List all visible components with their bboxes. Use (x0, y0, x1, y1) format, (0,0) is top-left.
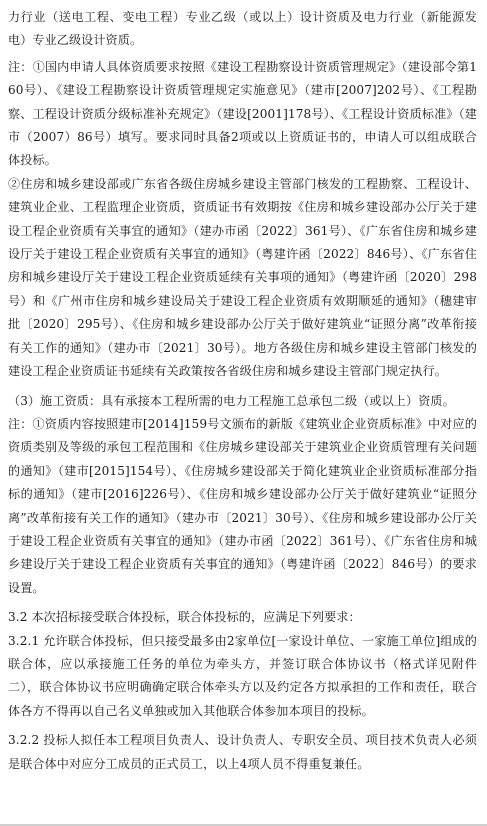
paragraph-note-2-validity: ②住房和城乡建设部或广东省各级住房城乡建设主管部门核发的工程勘察、工程设计、建筑业企业、工程监理企业资质，资质证书有效期按《住房和城乡建设部办公厅关于建设工程企业资质有关事宜的通知》（建办市函〔2022〕361号）、《广东省住房和城乡建设厅关于建设工程企业资质有关事宜的通知》（粤建许函〔2022〕846号）、《广东省住房和城乡建设厅关于建设工程企业资质延续有关事项的通知》（粤建许函〔2020〕298号）和《广州市住房和城乡建设局关于建设工程企业资质有效期顺延的通知》（穗建审批〔2020〕295号）、《住房和城乡建设部办公厅关于做好建筑业“证照分离”改革衔接有关工作的通知》（建办市〔2021〕30号）。地方各级住房和城乡建设主管部门核发的建设工程企业资质证书延续有关政策按各省级住房和城乡建设主管部门规定执行。 (8, 176, 477, 379)
paragraph-note-construction-standards: 注：①资质内容按照建市[2014]159号文颁布的新版《建筑业企业资质标准》中对应的资质类别及等级的承包工程范围和《住房城乡建设部关于建筑业企业资质管理有关问题的通知》（建市[2015]154号）、《住房城乡建设部关于简化建筑业企业资质标准部分指标的通知》（建市[2016]226号）、《住房和城乡建设部办公厅关于做好建筑业“证照分离”改革衔接有关工作的通知》（建办市〔2021〕30号）、《住房和城乡建设部办公厅关于建设工程企业资质有关事宜的通知》（建办市函〔2022〕361号）、《广东省住房和城乡建设厅关于建设工程企业资质有关事宜的通知》（粤建许函〔2022〕846号）的要求设置。 (8, 416, 477, 595)
paragraph-note-1-domestic-applicant: 注：①国内申请人具体资质要求按照《建设工程勘察设计资质管理规定》（建设部令第160号）、《建设工程勘察设计资质管理规定实施意见》（建市[2007]202号）、《工程勘察、工程设计资质分级标准补充规定》（建设[2001]178号）、《工程设计资质标准》（建市（2007）86号）填写。要求同时具备2项或以上资质证书的，申请人可以组成联合体投标。 (8, 59, 477, 168)
paragraph-3-2-1-consortium: 3.2.1 允许联合体投标，但只接受最多由2家单位[一家设计单位、一家施工单位]组成的联合体，应以承接施工任务的单位为牵头方，并签订联合体协议书（格式详见附件二），联合体协议书应明确确定联合体牵头方以及约定各方拟承担的工作和责任，联合体各方不得再以自己名义单独或加入其他联合体参加本项目的投标。 (8, 633, 477, 718)
paragraph-design-qualification-tail: 力行业（送电工程、变电工程）专业乙级（或以上）设计资质及电力行业（新能源发电）专业乙级设计资质。 (8, 10, 477, 48)
section-3-2-heading: 3.2 本次招标接受联合体投标，联合体投标的，应满足下列要求： (8, 610, 361, 625)
paragraph-3-2-2-personnel: 3.2.2 投标人拟任本工程项目负责人、设计负责人、专职安全员、项目技术负责人必须是联合体中对应分工成员的正式员工，以上4项人员不得重复兼任。 (8, 733, 477, 771)
paragraph-construction-qualification: （3）施工资质：具有承接本工程所需的电力工程施工总承包二级（或以上）资质。 (8, 393, 455, 408)
